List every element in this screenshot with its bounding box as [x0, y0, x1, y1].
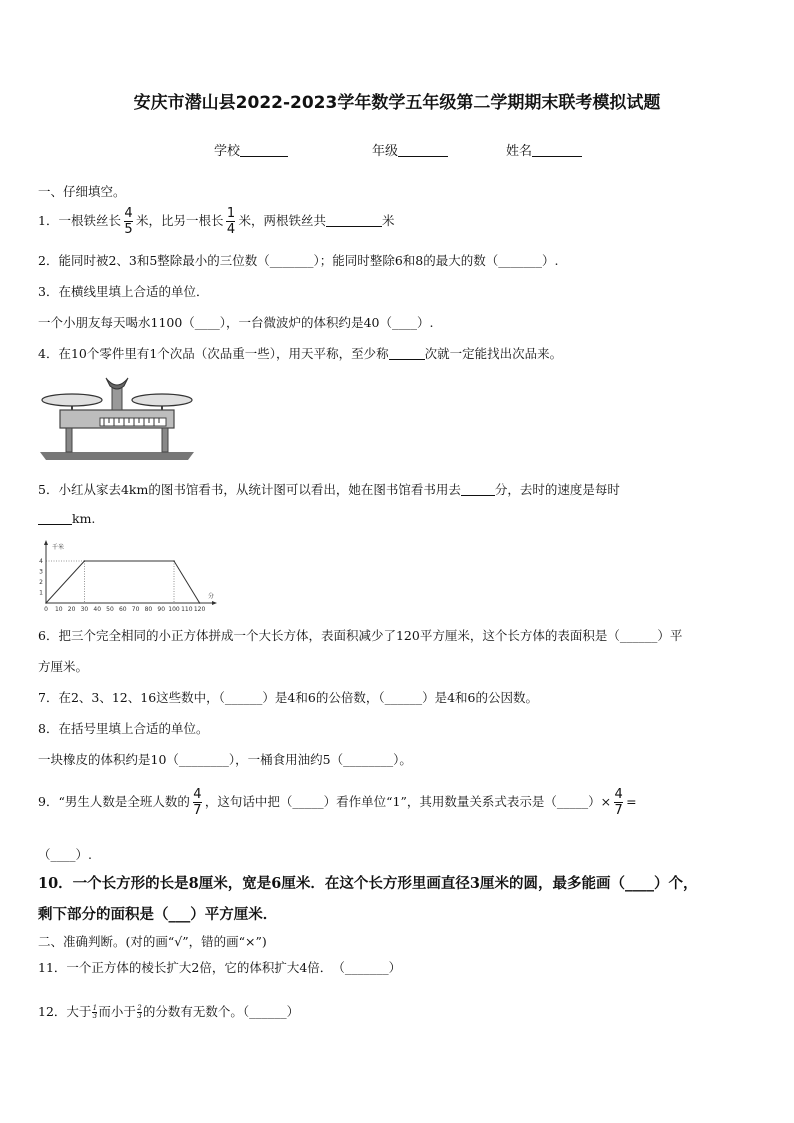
y-axis-label: 千米	[52, 544, 65, 551]
q1-answer-blank[interactable]	[326, 213, 382, 227]
question-8-body: 一块橡皮的体积约是10（________），一桶食用油约5（________）。	[38, 752, 412, 767]
q5-text-a: 5．小红从家去4km的图书馆看书，从统计图可以看出，她在图书馆看书用去	[38, 482, 461, 497]
q12-fraction-1: $\frac{1}{3}$	[92, 1004, 98, 1020]
x-tick-label: 40	[93, 606, 102, 612]
x-tick-label: 120	[193, 606, 206, 612]
question-5	[38, 480, 620, 498]
question-6: 6．把三个完全相同的小正方体拼成一个大长方体，表面积减少了120平方厘米，这个长方体的表面积是（______）平	[38, 628, 683, 643]
q1-fraction-1: $\frac{4}{5}$	[124, 206, 133, 237]
question-10: 10．一个长方形的长是8厘米，宽是6厘米．在这个长方形里画直径3厘米的圆，最多能画（____）个，	[38, 875, 698, 892]
x-tick-label: 10	[54, 606, 63, 612]
question-9	[38, 788, 637, 817]
question-3: 3．在横线里填上合适的单位．	[38, 284, 209, 299]
q9-fraction-2: $\frac{4}{7}$	[614, 787, 623, 818]
question-11: 11．一个正方体的棱长扩大2倍，它的体积扩大4倍． （_______）	[38, 960, 402, 975]
grade-field[interactable]	[372, 140, 448, 159]
x-tick-label: 100	[168, 606, 180, 612]
grade-blank[interactable]	[398, 143, 448, 157]
q4-text-a: 4．在10个零件里有1个次品（次品重一些），用天平称，至少称	[38, 346, 389, 361]
school-blank[interactable]	[240, 143, 288, 157]
y-tick-label: 3	[39, 568, 43, 576]
question-12	[38, 1002, 299, 1020]
q1-fraction-2: $\frac{1}{4}$	[226, 206, 236, 237]
q5-text-c: km.	[72, 511, 96, 526]
section-heading-fill: 一、仔细填空。	[38, 184, 126, 199]
y-tick-label: 4	[39, 558, 43, 565]
series-line	[46, 561, 200, 603]
question-2: 2．能同时被2、3和5整除最小的三位数（_______）；能同时整除6和8的最大的数（_______）.	[38, 253, 559, 268]
q12-text-a: 12．大于	[38, 1004, 92, 1019]
x-axis-label: 分	[208, 593, 215, 600]
q5-text-b: 分，去时的速度是每时	[494, 482, 620, 497]
q9-text-b: ，这句话中把（_____）看作单位“1”，其用数量关系式表示是（_____）×	[204, 794, 612, 809]
question-9-cont: （____）.	[38, 847, 92, 862]
q12-text-b: 而小于	[98, 1004, 136, 1019]
name-label: 姓名	[506, 144, 533, 159]
x-tick-label: 20	[67, 606, 76, 612]
q4-text-b: 次就一定能找出次品来。	[424, 346, 563, 361]
q5-blank-2[interactable]	[38, 511, 72, 525]
right-pan	[132, 394, 192, 406]
name-blank[interactable]	[532, 143, 582, 157]
q4-answer-blank[interactable]	[389, 346, 425, 360]
question-6-cont: 方厘米。	[38, 659, 89, 674]
q5-blank-1[interactable]	[461, 482, 495, 496]
q1-text-b: 米，比另一根长	[135, 213, 224, 228]
q9-text-a: 9．“男生人数是全班人数的	[38, 794, 190, 809]
left-pan	[42, 394, 102, 406]
school-field[interactable]	[214, 140, 288, 159]
q1-text-c: 米，两根铁丝共	[238, 213, 326, 228]
distance-time-chart	[36, 540, 222, 612]
x-tick-label: 50	[106, 606, 114, 612]
x-axis-arrow	[212, 601, 217, 605]
question-5-cont	[38, 511, 95, 526]
q12-fraction-2: $\frac{2}{3}$	[137, 1004, 142, 1020]
x-tick-label: 80	[144, 606, 153, 612]
scale-base	[40, 452, 194, 460]
q1-number: 1．	[38, 213, 59, 228]
school-label: 学校	[214, 144, 241, 159]
grade-label: 年级	[372, 144, 399, 159]
balance-scale-image	[38, 372, 196, 464]
y-tick-label: 1	[39, 589, 43, 597]
page-title: 安庆市潜山县2022-2023学年数学五年级第二学期期末联考模拟试题	[133, 93, 661, 113]
x-tick-label: 0	[44, 606, 48, 612]
x-tick-label: 70	[131, 606, 140, 612]
x-tick-label: 30	[80, 606, 89, 612]
q9-text-c: =	[626, 794, 637, 809]
q9-fraction-1: $\frac{4}{7}$	[193, 787, 202, 818]
q1-text-a: 一根铁丝长	[58, 213, 121, 228]
question-1	[38, 207, 395, 236]
x-tick-label: 90	[157, 606, 166, 612]
question-4	[38, 344, 562, 362]
x-tick-label: 110	[181, 606, 193, 612]
x-tick-label: 60	[118, 606, 127, 612]
name-field[interactable]	[506, 140, 582, 159]
question-7: 7．在2、3、12、16这些数中，（______）是4和6的公倍数，（______）是4和6的公因数。	[38, 690, 538, 705]
q12-text-c: 的分数有无数个。（______）	[142, 1004, 300, 1019]
question-10-cont: 剩下部分的面积是（___）平方厘米．	[38, 906, 278, 923]
y-tick-label: 2	[39, 579, 43, 586]
question-3-body: 一个小朋友每天喝水1100（____），一台微波炉的体积约是40（____）.	[38, 315, 434, 330]
question-8: 8．在括号里填上合适的单位。	[38, 721, 209, 736]
q1-text-d: 米	[382, 213, 395, 228]
section-heading-judge: 二、准确判断。(对的画“√”，错的画“×”)	[38, 934, 267, 949]
y-axis-arrow	[44, 540, 48, 545]
